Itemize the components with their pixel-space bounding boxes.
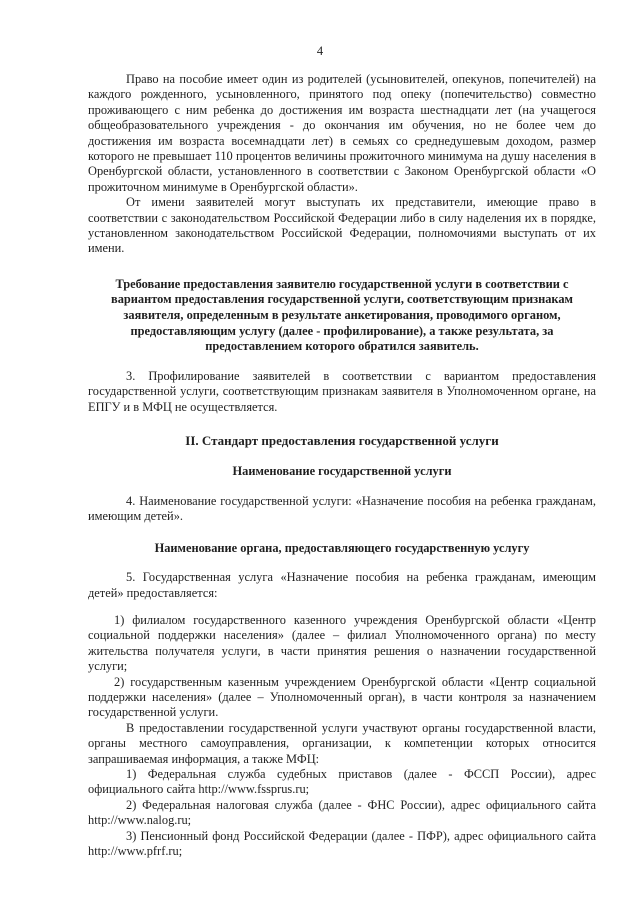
paragraph-participants: В предоставлении государственной услуги участвуют органы государственной власти, органы местного самоуправления, организации, к компетенции которых относится запрашиваемая информация, а также МФЦ: xyxy=(88,720,596,766)
paragraph-provided-by: 5. Государственная услуга «Назначение пособия на ребенка гражданам, имеющим детей» предоставляется: xyxy=(88,570,596,600)
list-item-branch: 1) филиалом государственного казенного учреждения Оренбургской области «Центр социальной поддержки населения» (далее – филиал Уполномоченного органа) по месту жительства получателя услуги, в части принятия решения о назначении государственной услуги; xyxy=(88,612,596,674)
paragraph-profiling: 3. Профилирование заявителей в соответствии с вариантом предоставления государственной услуги, соответствующим признакам заявителя в Уполномоченном органе, на ЕПГУ и в МФЦ не осуществляется. xyxy=(88,368,596,414)
paragraph-representatives: От имени заявителей могут выступать их представители, имеющие право в соответствии с законодательством Российской Федерации либо в силу наделения их в порядке, установленном законодательством Российской Федерации, полномочиями выступать от их имени. xyxy=(88,195,596,256)
subheading-service-name: Наименование государственной услуги xyxy=(232,464,452,479)
paragraph-service-name: 4. Наименование государственной услуги: «Назначение пособия на ребенка гражданам, имеющим детей». xyxy=(88,493,596,524)
section-title: II. Стандарт предоставления государственной услуги xyxy=(185,433,499,449)
paragraph-benefit-right: Право на пособие имеет один из родителей (усыновителей, опекунов, попечителей) на каждого рожденного, усыновленного, принятого под опеку (попечительство) совместно проживающего с ним ребенка до достижения им возраста шестнадцати лет (на учащегося общеобразовательного учреждения - до окончания им обучения, но не более чем до достижения им возраста восемнадцати лет) в семьях со среднедушевым доходом, размер которого не превышает 110 процентов величины прожиточного минимума на душу населения в Оренбургской области, установленного в соответствии с Законом Оренбургской области «О прожиточном минимуме в Оренбургской области». xyxy=(88,72,596,194)
list-item-fns: 2) Федеральная налоговая служба (далее - ФНС России), адрес официального сайта http://www.nalog.ru; xyxy=(88,797,596,828)
list-item-authorized-body: 2) государственным казенным учреждением Оренбургской области «Центр социальной поддержки населения» (далее – Уполномоченный орган), в части контроля за назначением государственной услуги. xyxy=(88,674,596,720)
page-number: 4 xyxy=(316,44,324,58)
subheading-providing-body: Наименование органа, предоставляющего государственную услугу xyxy=(154,540,530,555)
document-body xyxy=(88,72,596,859)
heading-profiling-requirement: Требование предоставления заявителю государственной услуги в соответствии с вариантом предоставления государственной услуги, соответствующим признакам заявителя, определенным в результате анкетирования, проводимого органом, предоставляющим услугу (далее - профилирование), а также результата, за предоставлением которого обратился заявитель. xyxy=(111,276,573,354)
list-item-fssp: 1) Федеральная служба судебных приставов (далее - ФССП России), адрес официального сайта http://www.fssprus.ru; xyxy=(88,766,596,797)
list-item-pfr: 3) Пенсионный фонд Российской Федерации (далее - ПФР), адрес официального сайта http://www.pfrf.ru; xyxy=(88,828,596,858)
